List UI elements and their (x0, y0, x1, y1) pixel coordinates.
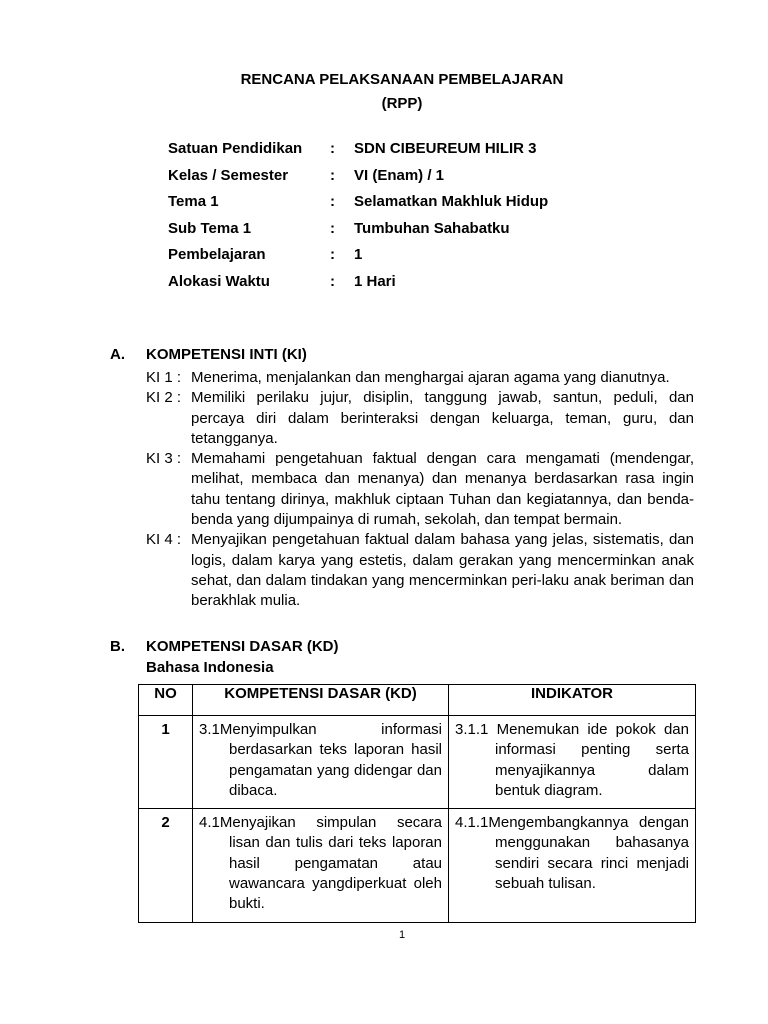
info-value: SDN CIBEUREUM HILIR 3 (354, 140, 537, 157)
ki-item-3 (146, 449, 694, 530)
subject-heading: Bahasa Indonesia (146, 659, 274, 676)
ki-code: KI 4 : (146, 531, 182, 549)
info-colon: : (330, 219, 335, 237)
ki-item-4 (146, 530, 694, 611)
ki-text: Menyajikan pengetahuan faktual dalam bahasa yang jelas, sistematis, dan logis, dalam karya yang estetis, dalam gerakan yang mencerminkan anak sehat, dan dalam tindakan yang mencerminkan peri-laku anak beriman dan berakhlak mulia. (191, 531, 694, 610)
header-kd: KOMPETENSI DASAR (KD) (193, 685, 449, 716)
ki-text: Menerima, menjalankan dan menghargai ajaran agama yang dianutnya. (191, 369, 670, 386)
ki-code: KI 3 : (146, 450, 182, 468)
document-title: RENCANA PELAKSANAAN PEMBELAJARAN (240, 71, 564, 88)
section-a-letter: A. (110, 346, 125, 363)
info-colon: : (330, 193, 335, 211)
info-colon: : (330, 272, 335, 290)
document-subtitle: (RPP) (381, 95, 423, 112)
info-label: Pembelajaran (168, 246, 266, 264)
section-b-letter: B. (110, 638, 125, 655)
section-b-heading: KOMPETENSI DASAR (KD) (146, 638, 339, 655)
info-colon: : (330, 140, 335, 157)
ki-text: Memiliki perilaku jujur, disiplin, tanggung jawab, santun, peduli, dan percaya diri dalam berinteraksi dengan keluarga, teman, guru, dan tetangganya. (191, 389, 694, 447)
table-row (139, 809, 696, 922)
indikator-text: 3.1.1 Menemukan ide pokok dan informasi penting serta menyajikannya dalam bentuk diagram. (455, 721, 689, 799)
header-no: NO (139, 685, 193, 716)
ki-code: KI 1 : (146, 369, 182, 386)
section-a-heading: KOMPETENSI INTI (KI) (146, 346, 307, 363)
ki-text: Memahami pengetahuan faktual dengan cara mengamati (mendengar, melihat, membaca dan menanya) dan menanya berdasarkan rasa ingin tahu tentang dirinya, makhluk ciptaan Tuhan dan kegiatannya, dan benda-benda yang dijumpainya di rumah, sekolah, dan tempat bermain. (191, 450, 694, 529)
info-value: Tumbuhan Sahabatku (354, 219, 510, 237)
kd-cell (193, 716, 449, 809)
info-value: VI (Enam) / 1 (354, 166, 445, 184)
info-label: Alokasi Waktu (168, 272, 270, 290)
table-row (139, 716, 696, 809)
ki-code: KI 2 : (146, 389, 182, 407)
info-label: Tema 1 (168, 193, 219, 211)
info-value: Selamatkan Makhluk Hidup (354, 193, 549, 211)
info-value: 1 Hari (354, 272, 396, 290)
indikator-cell (449, 716, 696, 809)
info-colon: : (330, 246, 335, 264)
info-label: Sub Tema 1 (168, 219, 252, 237)
indikator-cell (449, 809, 696, 922)
kd-text: 3.1Menyimpulkan informasi berdasarkan teks laporan hasil pengamatan yang didengar dan dibaca. (199, 721, 442, 799)
kd-cell (193, 809, 449, 922)
ki-item-2 (146, 388, 694, 449)
kd-table (138, 684, 696, 923)
info-colon: : (330, 166, 335, 184)
indikator-text: 4.1.1Mengembangkannya dengan menggunakan bahasanya sendiri secara rinci menjadi sebuah tulisan. (455, 814, 689, 893)
row-number: 1 (139, 716, 193, 809)
kd-text: 4.1Menyajikan simpulan secara lisan dan tulis dari teks laporan hasil pengamatan atau wawancara yangdiperkuat oleh bukti. (199, 814, 442, 913)
info-label: Satuan Pendidikan (168, 140, 303, 157)
info-value: 1 (354, 246, 363, 264)
page-number: 1 (398, 929, 406, 941)
table-header-row (139, 685, 696, 716)
ki-item-1 (146, 368, 694, 388)
row-number: 2 (139, 809, 193, 922)
ki-list (146, 368, 694, 612)
header-indikator: INDIKATOR (449, 685, 696, 716)
info-label: Kelas / Semester (168, 166, 289, 184)
